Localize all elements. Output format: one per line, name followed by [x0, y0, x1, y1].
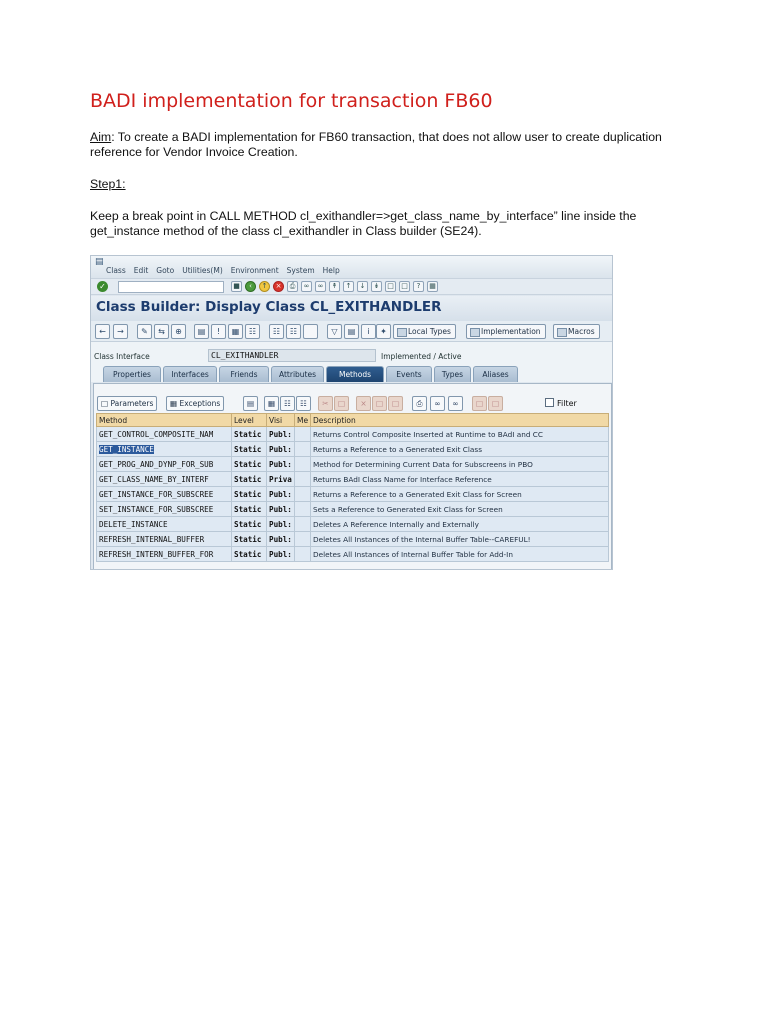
activate-icon[interactable]: !: [211, 324, 226, 339]
table-row[interactable]: [97, 472, 609, 487]
methods-panel: [93, 383, 612, 570]
menu-item[interactable]: Environment: [230, 266, 279, 275]
exceptions-button[interactable]: ▦ Exceptions: [166, 396, 224, 411]
display-object-icon[interactable]: ☷: [286, 324, 301, 339]
tab-attributes[interactable]: Attributes: [271, 366, 324, 382]
cell-method[interactable]: GET_INSTANCE: [97, 442, 232, 457]
tab-events[interactable]: Events: [386, 366, 432, 382]
table-row[interactable]: [97, 457, 609, 472]
menu-item[interactable]: System: [286, 266, 315, 275]
delete-icon[interactable]: ×: [356, 396, 371, 411]
step-heading: [90, 177, 690, 192]
cell-me[interactable]: [295, 487, 311, 502]
tab-types[interactable]: Types: [434, 366, 471, 382]
next-page-icon[interactable]: ↓: [357, 281, 368, 292]
paste-icon[interactable]: □: [388, 396, 403, 411]
aim-paragraph: [90, 130, 690, 160]
cell-desc[interactable]: Returns a Reference to a Generated Exit Class for Screen: [311, 487, 609, 502]
layout-menu-icon[interactable]: ▦: [427, 281, 438, 292]
tab-interfaces[interactable]: Interfaces: [163, 366, 217, 382]
step-label: Step1:: [90, 177, 126, 191]
table-header-row: [97, 414, 609, 427]
cell-method[interactable]: REFRESH_INTERN_BUFFER_FOR: [97, 547, 232, 562]
cell-level[interactable]: Static: [232, 472, 267, 487]
delete-row-icon[interactable]: ☷: [296, 396, 311, 411]
cell-method[interactable]: GET_CLASS_NAME_BY_INTERF: [97, 472, 232, 487]
column-header[interactable]: Level: [232, 414, 267, 427]
cell-me[interactable]: [295, 517, 311, 532]
tab-aliases[interactable]: Aliases: [473, 366, 518, 382]
cell-method[interactable]: SET_INSTANCE_FOR_SUBSCREE: [97, 502, 232, 517]
column-header[interactable]: Me: [295, 414, 311, 427]
check-icon[interactable]: ⊕: [171, 324, 186, 339]
class-interface-label: Class Interface: [94, 352, 150, 361]
find-next-icon[interactable]: ∞: [448, 396, 463, 411]
back-icon[interactable]: ‹: [245, 281, 256, 292]
cut-icon[interactable]: ✂: [318, 396, 333, 411]
sort-icon[interactable]: □: [472, 396, 487, 411]
screen-title-bar: [91, 296, 612, 321]
forward-arrow-icon[interactable]: →: [113, 324, 128, 339]
pattern-icon[interactable]: ✦: [376, 324, 391, 339]
filter-checkbox[interactable]: Filter: [545, 398, 577, 408]
menu-item[interactable]: Goto: [156, 266, 175, 275]
tab-friends[interactable]: Friends: [219, 366, 269, 382]
cell-me[interactable]: [295, 547, 311, 562]
cell-visi[interactable]: Publ:: [267, 502, 295, 517]
cell-visi[interactable]: Publ:: [267, 547, 295, 562]
back-arrow-icon[interactable]: ←: [95, 324, 110, 339]
grid-toolbar: [94, 395, 611, 412]
exit-menu-icon[interactable]: ▤: [95, 257, 104, 267]
cell-me[interactable]: [295, 427, 311, 442]
application-toolbar: [91, 321, 612, 342]
cell-desc[interactable]: Returns BAdI Class Name for Interface Reference: [311, 472, 609, 487]
cell-level[interactable]: Static: [232, 502, 267, 517]
save-icon[interactable]: ■: [231, 281, 242, 292]
aim-text: : To create a BADI implementation for FB60 transaction, that does not allow user to create duplication: [111, 130, 662, 144]
table-row[interactable]: [97, 502, 609, 517]
undo-icon[interactable]: □: [372, 396, 387, 411]
cell-me[interactable]: [295, 457, 311, 472]
tab-strip: [91, 365, 612, 383]
screen-title: Class Builder: Display Class CL_EXITHANDLER: [96, 299, 442, 315]
column-header[interactable]: Method: [97, 414, 232, 427]
table-row[interactable]: [97, 487, 609, 502]
sap-screenshot: [90, 255, 613, 570]
exit-icon[interactable]: ↑: [259, 281, 270, 292]
source-code-icon[interactable]: ▤: [243, 396, 258, 411]
cell-method[interactable]: GET_PROG_AND_DYNP_FOR_SUB: [97, 457, 232, 472]
cell-desc[interactable]: Sets a Reference to Generated Exit Class for Screen: [311, 502, 609, 517]
menu-item[interactable]: Class: [106, 266, 126, 275]
menu-item[interactable]: Utilities(M): [182, 266, 223, 275]
column-header[interactable]: Visi: [267, 414, 295, 427]
aim-text-line2: reference for Vendor Invoice Creation.: [90, 145, 298, 159]
find-icon[interactable]: ∞: [430, 396, 445, 411]
cell-level[interactable]: Static: [232, 487, 267, 502]
copy-icon[interactable]: □: [334, 396, 349, 411]
table-row[interactable]: [97, 427, 609, 442]
cell-level[interactable]: Static: [232, 427, 267, 442]
find-icon[interactable]: ∞: [301, 281, 312, 292]
info-icon[interactable]: i: [361, 324, 376, 339]
cell-me[interactable]: [295, 472, 311, 487]
checkbox-icon[interactable]: [545, 398, 554, 407]
cell-visi[interactable]: Publ:: [267, 427, 295, 442]
parameters-button[interactable]: □ Parameters: [97, 396, 157, 411]
print-list-icon[interactable]: ⎙: [412, 396, 427, 411]
standard-toolbar-icons: [231, 281, 438, 292]
previous-page-icon[interactable]: ↑: [343, 281, 354, 292]
table-row[interactable]: [97, 442, 609, 457]
cell-method[interactable]: REFRESH_INTERNAL_BUFFER: [97, 532, 232, 547]
class-interface-field[interactable]: CL_EXITHANDLER: [208, 349, 376, 362]
status-text: Implemented / Active: [381, 352, 462, 361]
document-title: BADI implementation for transaction FB60: [90, 90, 493, 112]
hierarchy-icon[interactable]: ☷: [245, 324, 260, 339]
methods-table: [96, 413, 609, 562]
new-session-icon[interactable]: □: [385, 281, 396, 292]
table-row[interactable]: [97, 517, 609, 532]
empty-button-icon[interactable]: [303, 324, 318, 339]
cell-level[interactable]: Static: [232, 547, 267, 562]
detail-view-icon[interactable]: ▦: [264, 396, 279, 411]
macros-button[interactable]: Macros: [553, 324, 600, 339]
cell-level[interactable]: Static: [232, 457, 267, 472]
table-row[interactable]: [97, 547, 609, 562]
cell-desc[interactable]: Deletes A Reference Internally and Externally: [311, 517, 609, 532]
cell-visi[interactable]: Publ:: [267, 442, 295, 457]
cell-method[interactable]: GET_INSTANCE_FOR_SUBSCREE: [97, 487, 232, 502]
cell-method[interactable]: GET_CONTROL_COMPOSITE_NAM: [97, 427, 232, 442]
insert-row-icon[interactable]: ☷: [280, 396, 295, 411]
implementation-button[interactable]: Implementation: [466, 324, 546, 339]
table-row[interactable]: [97, 532, 609, 547]
find-next-icon[interactable]: ∞: [315, 281, 326, 292]
where-used-icon[interactable]: ▤: [194, 324, 209, 339]
first-page-icon[interactable]: ↟: [329, 281, 340, 292]
cell-me[interactable]: [295, 502, 311, 517]
object-list-icon[interactable]: ▦: [228, 324, 243, 339]
cancel-icon[interactable]: ×: [273, 281, 284, 292]
expand-icon[interactable]: ▤: [344, 324, 359, 339]
cell-desc[interactable]: Returns Control Composite Inserted at Runtime to BAdI and CC: [311, 427, 609, 442]
aim-label: Aim: [90, 130, 112, 144]
step-text-line2: get_instance method of the class cl_exithandler in Class builder (SE24).: [90, 224, 482, 238]
cell-level[interactable]: Static: [232, 532, 267, 547]
cell-desc[interactable]: Deletes All Instances of Internal Buffer Table for Add-In: [311, 547, 609, 562]
cell-me[interactable]: [295, 442, 311, 457]
menu-item[interactable]: Help: [322, 266, 340, 275]
local-types-button[interactable]: Local Types: [393, 324, 456, 339]
menu-item[interactable]: Edit: [133, 266, 149, 275]
command-field[interactable]: [118, 281, 224, 293]
display-change-icon[interactable]: ✎: [137, 324, 152, 339]
last-page-icon[interactable]: ↡: [371, 281, 382, 292]
step-text: Keep a break point in CALL METHOD cl_exithandler=>get_class_name_by_interface” line inside the: [90, 209, 637, 223]
tab-methods[interactable]: Methods: [326, 366, 384, 382]
cell-desc[interactable]: Returns a Reference to a Generated Exit Class: [311, 442, 609, 457]
cell-visi[interactable]: Publ:: [267, 457, 295, 472]
sap-menubar: [91, 256, 612, 278]
cell-desc[interactable]: Method for Determining Current Data for Subscreens in PBO: [311, 457, 609, 472]
active-inactive-icon[interactable]: ⇆: [154, 324, 169, 339]
print-icon[interactable]: ⎙: [287, 281, 298, 292]
navigation-icon[interactable]: ☷: [269, 324, 284, 339]
column-header[interactable]: Description: [311, 414, 609, 427]
cell-visi[interactable]: Publ:: [267, 517, 295, 532]
filter-icon[interactable]: ▽: [327, 324, 342, 339]
help-icon[interactable]: ?: [413, 281, 424, 292]
shortcut-icon[interactable]: □: [399, 281, 410, 292]
cell-visi[interactable]: Priva: [267, 472, 295, 487]
cell-level[interactable]: Static: [232, 442, 267, 457]
cell-me[interactable]: [295, 532, 311, 547]
menu-list: [106, 266, 340, 275]
cell-visi[interactable]: Publ:: [267, 487, 295, 502]
enter-icon[interactable]: ✓: [97, 281, 108, 292]
cell-desc[interactable]: Deletes All Instances of the Internal Buffer Table--CAREFUL!: [311, 532, 609, 547]
cell-method[interactable]: DELETE_INSTANCE: [97, 517, 232, 532]
standard-toolbar: [91, 278, 612, 295]
sort-desc-icon[interactable]: □: [488, 396, 503, 411]
cell-visi[interactable]: Publ:: [267, 532, 295, 547]
cell-level[interactable]: Static: [232, 517, 267, 532]
step-paragraph: [90, 209, 690, 239]
tab-properties[interactable]: Properties: [103, 366, 161, 382]
